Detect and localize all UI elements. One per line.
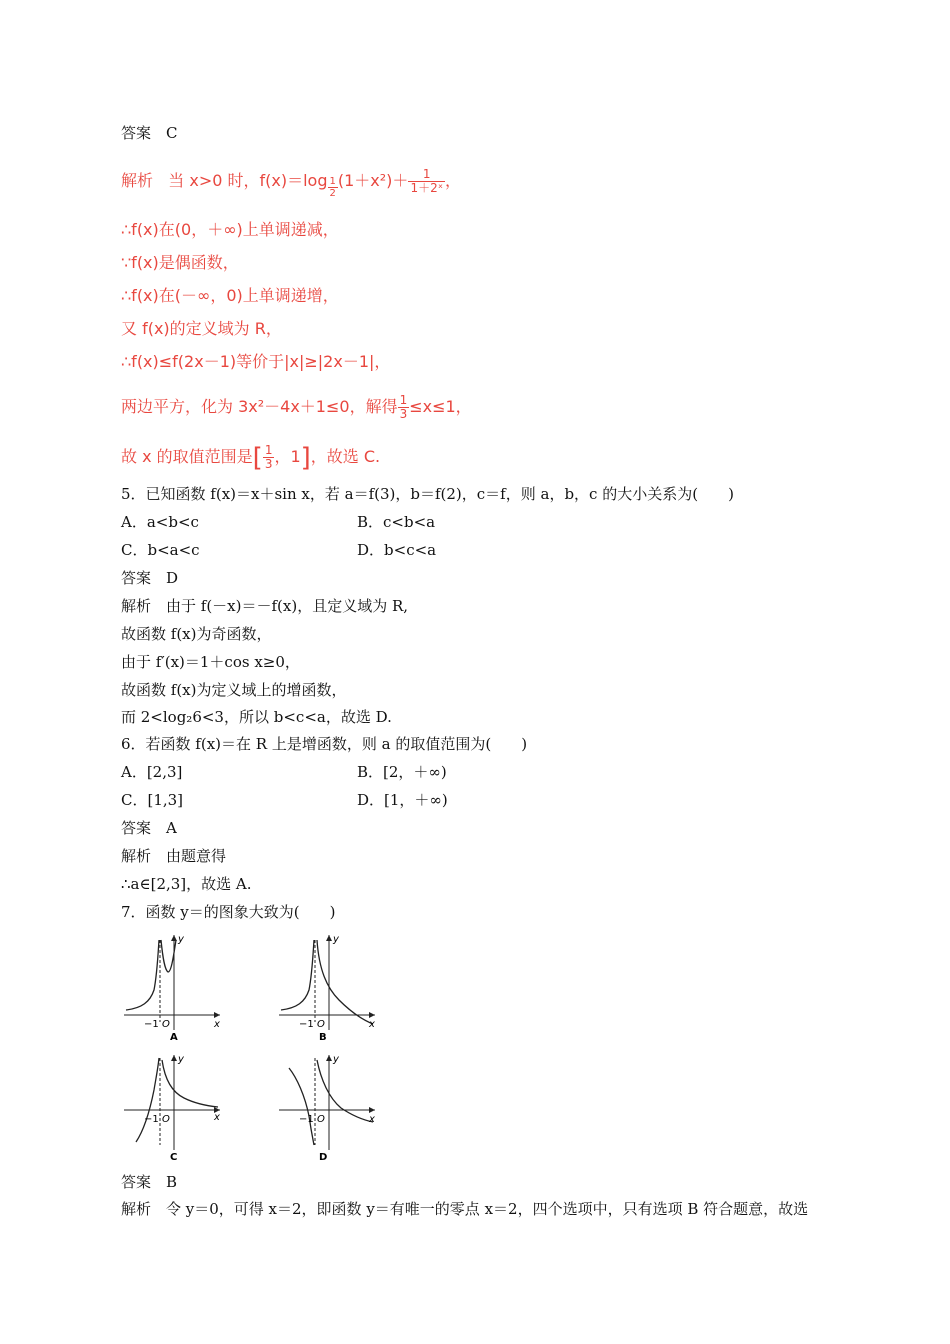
graph-c bbox=[120, 1050, 230, 1165]
q5-option-d: D．b<c<a bbox=[357, 541, 437, 559]
q5-analysis-2: 故函数 f(x)为奇函数， bbox=[121, 625, 272, 643]
origin-label: O bbox=[162, 1019, 170, 1030]
y-axis-arrow bbox=[171, 1055, 177, 1061]
y-label: y bbox=[178, 934, 184, 945]
y-label: y bbox=[333, 934, 339, 945]
log-base-fraction: $\frac{1}{2}$ bbox=[329, 176, 336, 199]
curve-right bbox=[317, 940, 373, 1024]
x-label: x bbox=[369, 1019, 375, 1030]
q5-stem: 5．已知函数 f(x)＝x＋sin x，若 a＝f(3)，b＝f(2)，c＝f，则 a，b，c 的大小关系为( ) bbox=[121, 485, 734, 503]
x-axis-arrow bbox=[369, 1012, 375, 1018]
q5-option-c: C．b<a<c bbox=[121, 541, 200, 559]
q5-analysis-3: 由于 f′(x)＝1＋cos x≥0， bbox=[121, 653, 300, 671]
graph-b bbox=[275, 930, 385, 1045]
q6-option-b: B．[2，＋∞) bbox=[357, 763, 447, 781]
origin-label: O bbox=[317, 1019, 325, 1030]
curve-left bbox=[281, 940, 314, 1010]
tick-label: −1 bbox=[299, 1019, 314, 1030]
x-label: x bbox=[369, 1114, 375, 1125]
q6-analysis-2: ∴a∈[2,3]，故选 A. bbox=[121, 875, 252, 893]
x-label: x bbox=[214, 1112, 220, 1123]
curve-left bbox=[136, 1058, 159, 1142]
curve-right bbox=[317, 1060, 373, 1122]
graph-d bbox=[275, 1050, 385, 1165]
q5-option-b: B．c<b<a bbox=[357, 513, 436, 531]
graph-a bbox=[120, 930, 230, 1045]
y-axis-arrow bbox=[326, 935, 332, 941]
q4-answer: 答案 C bbox=[121, 124, 178, 142]
q5-analysis-5: 而 2<log₂6<3，所以 b<c<a，故选 D. bbox=[121, 708, 392, 726]
graph-label: D bbox=[319, 1152, 328, 1163]
curve-right bbox=[162, 1060, 218, 1107]
y-axis-arrow bbox=[326, 1055, 332, 1061]
q4-analysis-line-2: ∴f(x)在(0，＋∞)上单调递减， bbox=[121, 220, 339, 239]
analysis-label: 解析 bbox=[121, 171, 154, 190]
graph-label: A bbox=[170, 1032, 178, 1043]
graph-label: B bbox=[319, 1032, 327, 1043]
origin-label: O bbox=[317, 1114, 325, 1125]
q4-analysis-line-4: ∴f(x)在(－∞，0)上单调递增， bbox=[121, 286, 339, 305]
q5-answer: 答案 D bbox=[121, 569, 179, 587]
origin-label: O bbox=[162, 1114, 170, 1125]
q4-analysis-line-5: 又 f(x)的定义域为 R， bbox=[121, 319, 282, 338]
q4-analysis-line-3: ∵f(x)是偶函数， bbox=[121, 253, 239, 272]
y-label: y bbox=[178, 1054, 184, 1065]
x-axis-arrow bbox=[214, 1012, 220, 1018]
curve-left bbox=[126, 940, 159, 1010]
q5-analysis-4: 故函数 f(x)为定义域上的增函数， bbox=[121, 681, 347, 699]
q6-option-a: A．[2,3] bbox=[121, 763, 183, 781]
q6-answer: 答案 A bbox=[121, 819, 177, 837]
q4-analysis-line-1: 解析 当 x>0 时，f(x)＝log $\frac{1}{2}$ (1＋x²)＋ $\frac{1}{\text{1＋2ˣ}}$ ， bbox=[121, 167, 462, 199]
q4-analysis-line-7: 两边平方，化为 3x²－4x＋1≤0，解得 $\frac{1}{3}$ ≤x≤1， bbox=[121, 393, 472, 421]
q7-analysis-1: 解析 令 y＝0，可得 x＝2，即函数 y＝有唯一的零点 x＝2，四个选项中，只有选项 B 符合题意，故选 bbox=[121, 1200, 809, 1218]
fraction: $\frac{1}{3}$ bbox=[264, 443, 273, 471]
curve-left bbox=[289, 1068, 314, 1145]
q6-option-d: D．[1，＋∞) bbox=[357, 791, 448, 809]
y-label: y bbox=[333, 1054, 339, 1065]
q7-answer: 答案 B bbox=[121, 1173, 178, 1191]
q5-analysis-1: 解析 由于 f(－x)＝－f(x)，且定义域为 R, bbox=[121, 597, 409, 615]
q6-stem: 6．若函数 f(x)＝在 R 上是增函数，则 a 的取值范围为( ) bbox=[121, 735, 528, 753]
x-label: x bbox=[214, 1019, 220, 1030]
q4-analysis-line-6: ∴f(x)≤f(2x－1)等价于|x|≥|2x－1|， bbox=[121, 352, 391, 371]
q6-analysis-1: 解析 由题意得 bbox=[121, 847, 227, 865]
fraction: $\frac{1}{3}$ bbox=[399, 393, 408, 421]
q6-option-c: C．[1,3] bbox=[121, 791, 184, 809]
tick-label: −1 bbox=[144, 1019, 159, 1030]
q4-analysis-line-8: 故 x 的取值范围是[ $\frac{1}{3}$ ，1]，故选 C. bbox=[121, 443, 381, 473]
fraction: $\frac{1}{\text{1＋2ˣ}}$ bbox=[410, 167, 444, 195]
x-axis-arrow bbox=[369, 1107, 375, 1113]
q5-option-a: A．a<b<c bbox=[121, 513, 199, 531]
q7-stem: 7．函数 y＝的图象大致为( ) bbox=[121, 903, 336, 921]
tick-label: −1 bbox=[299, 1114, 314, 1125]
tick-label: −1 bbox=[144, 1114, 159, 1125]
graph-label: C bbox=[170, 1152, 178, 1163]
